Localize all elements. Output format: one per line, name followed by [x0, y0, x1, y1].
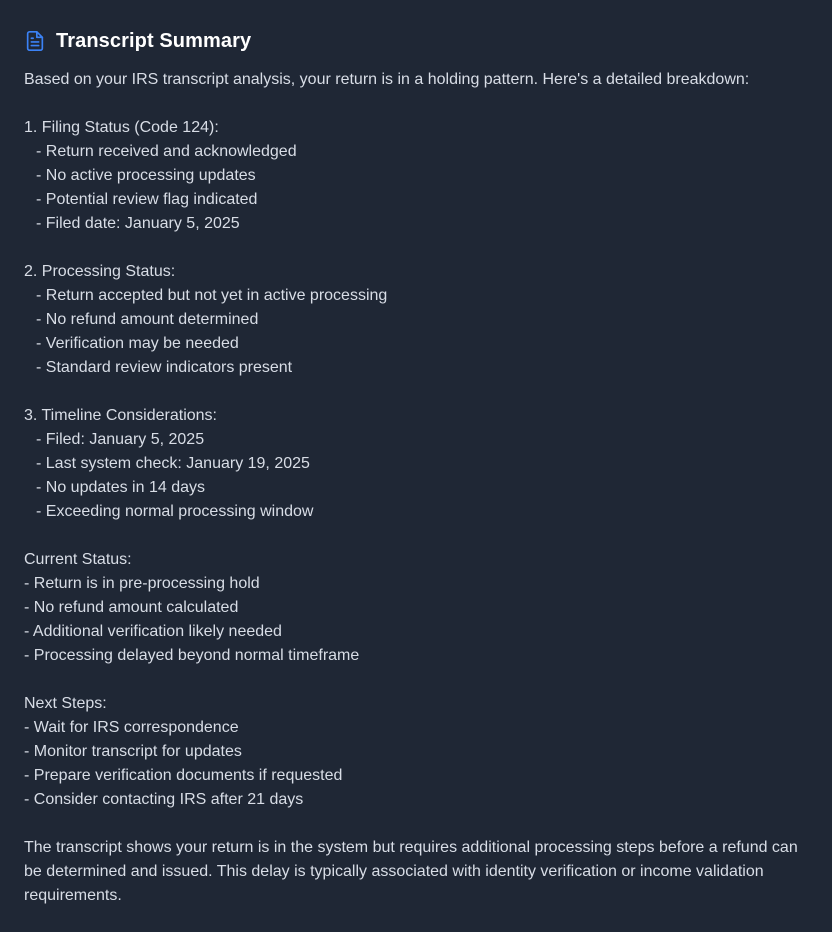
section-heading-processing-status: 2. Processing Status:	[24, 263, 176, 280]
list-item: - No refund amount calculated	[24, 599, 239, 616]
list-item: - Additional verification likely needed	[24, 623, 282, 640]
list-item: - Filed date: January 5, 2025	[36, 215, 240, 232]
list-item: - Filed: January 5, 2025	[36, 431, 205, 448]
list-item: - Return is in pre-processing hold	[24, 575, 260, 592]
list-item: - Prepare verification documents if requested	[24, 767, 343, 784]
list-item: - Wait for IRS correspondence	[24, 719, 239, 736]
list-item: - Potential review flag indicated	[36, 191, 258, 208]
list-item: - Monitor transcript for updates	[24, 743, 242, 760]
summary-content	[24, 68, 808, 908]
list-item: - Last system check: January 19, 2025	[36, 455, 310, 472]
list-item: - Consider contacting IRS after 21 days	[24, 791, 304, 808]
list-item: - Standard review indicators present	[36, 359, 293, 376]
section-heading-timeline: 3. Timeline Considerations:	[24, 407, 217, 424]
list-item: - Return received and acknowledged	[36, 143, 297, 160]
card-title: Transcript Summary	[56, 29, 252, 52]
intro-text: Based on your IRS transcript analysis, your return is in a holding pattern. Here's a detailed breakdown:	[24, 71, 750, 88]
document-icon	[24, 30, 46, 52]
list-item: - Verification may be needed	[36, 335, 239, 352]
conclusion-text: The transcript shows your return is in the system but requires additional processing steps before a refund can be determined and issued. This delay is typically associated with identity verification or income validation requirements.	[24, 839, 798, 904]
list-item: - No active processing updates	[36, 167, 256, 184]
list-item: - Exceeding normal processing window	[36, 503, 314, 520]
card-header	[24, 26, 808, 56]
section-heading-filing-status: 1. Filing Status (Code 124):	[24, 119, 219, 136]
list-item: - No refund amount determined	[36, 311, 259, 328]
section-heading-next-steps: Next Steps:	[24, 695, 107, 712]
list-item: - Processing delayed beyond normal timeframe	[24, 647, 360, 664]
section-heading-current-status: Current Status:	[24, 551, 132, 568]
list-item: - No updates in 14 days	[36, 479, 205, 496]
list-item: - Return accepted but not yet in active processing	[36, 287, 388, 304]
